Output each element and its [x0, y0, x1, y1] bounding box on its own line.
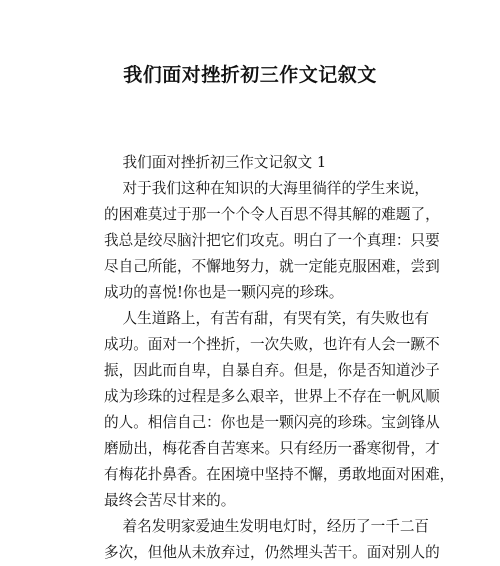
text-line: 对于我们这种在知识的大海里徜徉的学生来说，: [104, 180, 430, 197]
text-line: 我们面对挫折初三作文记叙文 1: [104, 154, 327, 171]
text-line: 最终会苦尽甘来的。: [104, 492, 236, 509]
text-line: 振，因此而自卑，自暴自弃。但是，你是否知道沙子: [104, 362, 440, 379]
text-line: 尽自己所能，不懈地努力，就一定能克服困难，尝到: [104, 258, 440, 275]
text-line: 多次，但他从未放弃过，仍然埋头苦干。面对别人的: [104, 544, 440, 561]
text-line: 的困难莫过于那一个个令人百思不得其解的难题了，: [104, 206, 440, 223]
text-line: 成功的喜悦!你也是一颗闪亮的珍珠。: [104, 284, 344, 301]
text-line: 成为珍珠的过程是多么艰辛，世界上不存在一帆风顺: [104, 388, 440, 405]
document-title: 我们面对挫折初三作文记叙文: [123, 64, 377, 86]
text-line: 我总是绞尽脑汁把它们攻克。明白了一个真理：只要: [104, 232, 440, 249]
text-line: 成功。面对一个挫折，一次失败，也许有人会一蹶不: [104, 336, 440, 353]
document-body: [104, 150, 455, 566]
text-line: 着名发明家爱迪生发明电灯时，经历了一千二百: [104, 518, 430, 535]
text-line: 有梅花扑鼻香。在困境中坚持不懈，勇敢地面对困难，: [104, 466, 455, 483]
text-line: 的人。相信自己：你也是一颗闪亮的珍珠。宝剑锋从: [104, 414, 440, 431]
text-line: 人生道路上，有苦有甜，有哭有笑，有失败也有: [104, 310, 430, 327]
text-line: 磨励出，梅花香自苦寒来。只有经历一番寒彻骨，才: [104, 440, 440, 457]
